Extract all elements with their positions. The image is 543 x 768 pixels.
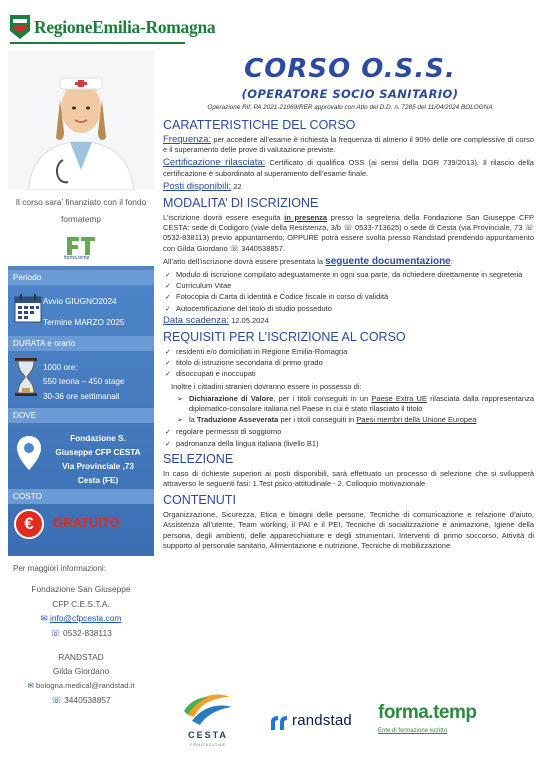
list-item: ✓ Autocertificazione del titolo di studio posseduto	[163, 304, 534, 314]
scadenza-label: Data scadenza:	[163, 314, 230, 326]
traduzione-text: per i titoli conseguiti in	[278, 415, 357, 425]
durata-ore: 1000 ore:	[43, 363, 78, 372]
dichiarazione-paese: Paese Extra UE	[371, 393, 427, 403]
page-subtitle: (OPERATORE SOCIO SANITARIO)	[241, 87, 459, 101]
phone-icon: ☏	[50, 627, 64, 638]
email-link-cesta[interactable]: info@cfpcesta.com	[50, 613, 122, 624]
heading-selezione: SELEZIONE	[163, 451, 234, 466]
frequenza-label: Frequenza:	[163, 134, 212, 145]
contact-org-3: RANDSTAD	[58, 652, 104, 663]
formatemp-logo-text: forma.temp	[378, 702, 477, 723]
modalita-paragraph	[163, 213, 534, 254]
heading-contenuti: CONTENUTI	[163, 493, 236, 508]
periodo-label: Periodo	[8, 270, 154, 285]
documentazione-intro	[163, 257, 534, 267]
calendar-icon	[14, 293, 42, 323]
dove-line-2: Giuseppe CFP CESTA	[55, 448, 141, 457]
contact-org-1: Fondazione San Giuseppe	[31, 584, 131, 595]
posti-label: Posti disponibili:	[163, 180, 232, 192]
dove-line-1: Fondazione S.	[70, 434, 126, 443]
list-item: ✓ residenti e/o domiciliati in Regione Emilia-Romagna	[163, 347, 534, 357]
main-content	[163, 115, 534, 554]
costo-label: COSTO	[8, 489, 154, 504]
euro-icon: €	[14, 509, 44, 539]
selezione-paragraph: In caso di richieste superiori ai posti disponibili, sarà effettuato un processo di selezione che si svilupperà attraverso le seguenti fasi: 1.Test psico-attitudinale - 2. Colloquio motivazionale	[163, 468, 534, 489]
map-pin-icon	[16, 436, 42, 470]
hourglass-icon	[14, 358, 38, 396]
dichiarazione-text-1: , per i titoli conseguiti in un	[273, 393, 372, 403]
mail-icon: ✉	[40, 613, 50, 624]
traduzione-label: Traduzione Asseverata	[196, 415, 279, 425]
list-item: ✓ titolo di istruzione secondaria di primo grado	[163, 358, 534, 368]
randstad-logo	[270, 708, 380, 738]
traduzione-pre: la	[189, 415, 197, 425]
heading-caratteristiche: CARATTERISTICHE DEL CORSO	[163, 118, 356, 132]
phone-randstad: 3440538857	[64, 695, 111, 706]
posti-value: 22	[231, 181, 242, 191]
scadenza-paragraph	[163, 316, 534, 326]
dove-line-3: Via Provinciale ,73	[62, 462, 134, 471]
contact-heading: Per maggiori informazioni:	[13, 564, 106, 573]
traduzione-paesi: Paesi membri della Unione Europea	[356, 415, 477, 425]
list-item	[163, 415, 534, 425]
formatemp-small-text: forma.temp	[64, 255, 90, 261]
documentazione-label: seguente documentazione	[325, 255, 451, 267]
scadenza-value: 12.05.2024	[229, 315, 269, 325]
contact-org-2: CFP C.E.S.T.A.	[52, 598, 110, 609]
modalita-in-presenza: in presenza	[284, 213, 328, 223]
documentazione-colon: :	[450, 256, 453, 266]
list-item: ✓ regolare permesso di soggiorno	[163, 427, 534, 437]
info-panel	[8, 266, 154, 556]
cesta-logo-text: CESTA	[188, 730, 228, 740]
requisiti-list-2	[163, 427, 534, 448]
randstad-mark-icon	[270, 716, 288, 730]
formatemp-logo-sub: Ente di formazione iscritto	[378, 728, 448, 734]
certificazione-text: Certificato di qualifica OSS (ai sensi della DGR 739/2013). Il rilascio della certificazione è subordinato al superamento dell’esame finale.	[163, 158, 534, 178]
randstad-logo-text: randstad	[292, 712, 352, 729]
list-item: ✓ Fotocopia di Carta di identità e Codice fiscale in corso di validità	[163, 292, 534, 302]
requisiti-stranieri-list	[163, 394, 534, 426]
periodo-start: Avvio GIUGNO2024	[43, 297, 117, 306]
heading-requisiti: REQUISITI PER L’ISCRIZIONE AL CORSO	[163, 330, 406, 345]
heading-modalita: MODALITA’ DI ISCRIZIONE	[163, 196, 319, 211]
list-item: ✓ disoccupati e inoccupati	[163, 369, 534, 379]
documentazione-text: All’atto dell’iscrizione dovrà essere presentata la	[163, 256, 326, 266]
cesta-logo-sub: FONDAZIONE	[189, 742, 227, 747]
page-title: CORSO O.S.S.	[244, 54, 456, 84]
phone-icon: ☏	[51, 695, 65, 706]
durata-split: 550 teoria – 450 stage	[43, 377, 125, 386]
nurse-photo	[8, 50, 154, 190]
certificazione-label: Certificazione rilasciata:	[163, 157, 266, 169]
operazione-ref: Operazione Rif. PA 2021-21069/RER approvato con Atto del D.D. n. 7285 del 11/04/2024 BOLOGNA	[207, 104, 493, 111]
posti-paragraph	[163, 182, 534, 192]
list-item: ✓ Curriculum Vitae	[163, 281, 534, 291]
frequenza-paragraph	[163, 135, 534, 155]
dichiarazione-label: Dichiarazione di Valore	[189, 393, 274, 403]
regione-logo-text: RegioneEmilia-Romagna	[34, 17, 216, 37]
email-randstad[interactable]: bologna.medical@randstad.it	[36, 680, 135, 690]
flag-icon	[10, 15, 30, 39]
requisiti-list	[163, 347, 534, 380]
periodo-end: Termine MARZO 2025	[43, 318, 125, 327]
durata-settimanali: 30-36 ore settimanali	[43, 392, 120, 401]
modalita-text-2: presso la segreteria della Fondazione San Giuseppe CFP CESTA: sede di Codigoro (viale della Resistenza, 3/b ☏ 0533-713625) o sede di Cesta (via Provinciale, 73 ☏ 0532-838113) previo appuntamento; OPPURE potrà essere svolta presso Randstad prendendo appuntamento con Gilda Giordano ☏ 3440538857.	[163, 213, 534, 253]
contact-person: Gilda Giordano	[52, 666, 110, 677]
contact-box	[8, 562, 154, 708]
list-item	[163, 394, 534, 414]
dove-line-4: Cesta (FE)	[77, 476, 119, 485]
list-item: ✓ padronanza della lingua italiana (livello B1)	[163, 439, 534, 449]
documentazione-list	[163, 270, 534, 314]
costo-value: GRATUITO	[53, 515, 120, 530]
list-item: ✓ Modulo di iscrizione compilato adeguatamente in ogni sua parte, da richiedere direttamente in segreteria	[163, 270, 534, 280]
modalita-text-1: L’iscrizione dovrà essere eseguita	[163, 213, 285, 223]
durata-label: DURATA e orario	[8, 336, 154, 351]
cesta-logo	[178, 685, 238, 755]
certificazione-paragraph	[163, 158, 534, 178]
formatemp-small-logo	[61, 233, 101, 263]
dichiarazione-text-2: rilasciata dalla rappresentanza diplomatico-consolare italiana nel Paese in cui è stato rilasciato il titolo	[189, 393, 535, 414]
contenuti-paragraph: Organizzazione, Sicurezza, Etica e bisogni delle persone, Tecniche di comunicazione e relazione d’aiuto, Assistenza all’utente, Team working, il PAI e il PEI, Tecniche di socializzazione e animazione, Igiene della persona, degli ambienti, delle apparecchiature e degli strumentari, Interventi di primo soccorso, Attività di supporto al personale sanitario, Alimentazione e nutrizione, Tecniche di mobilizzazione	[163, 510, 534, 550]
formatemp-logo	[376, 700, 488, 750]
frequenza-text: per accedere all’esame è richiesta la frequenza di almeno il 90% delle ore complessive di corso e il superamento delle prove di valutazione previste.	[163, 135, 534, 155]
mail-icon: ✉	[27, 680, 36, 690]
financing-note: Il corso sara’ finanziato con il fondo formatemp	[15, 197, 147, 224]
dove-label: DOVE	[8, 408, 154, 423]
phone-cesta: 0532-838113	[63, 627, 112, 638]
requisiti-stranieri: Inoltre i cittadini stranieri dovranno essere in possesso di:	[171, 381, 362, 391]
regione-logo	[10, 12, 216, 44]
